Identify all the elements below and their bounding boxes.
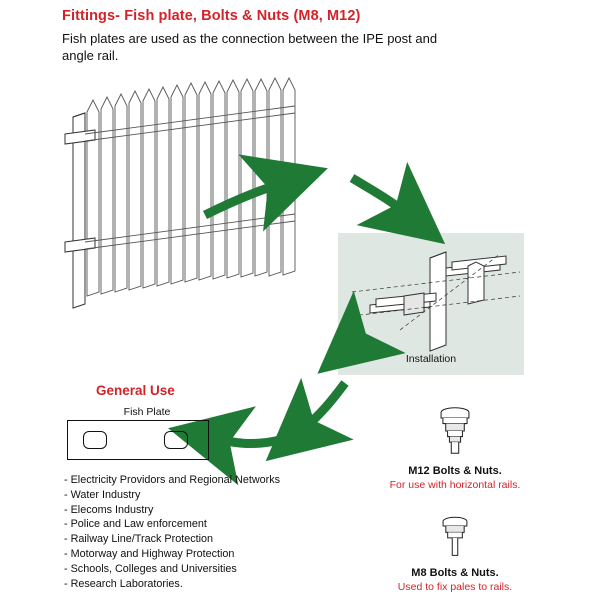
fish-plate-label: Fish Plate: [123, 406, 171, 418]
arrow-fence-to-install-b: [352, 178, 410, 216]
bolt-name: M12 Bolts & Nuts.: [408, 465, 502, 477]
bolt-block-m12: [360, 405, 550, 491]
installation-caption: Installation: [405, 353, 457, 365]
bolt-note: Used to fix pales to rails.: [397, 581, 513, 593]
list-item: - Railway Line/Track Protection: [64, 533, 214, 546]
list-item: - Elecoms Industry: [64, 503, 154, 516]
uses-list: [64, 473, 280, 591]
arrow-install-to-fishplate-b: [212, 438, 280, 444]
bolt-note: For use with horizontal rails.: [389, 479, 521, 491]
page-subtitle: Fish plates are used as the connection between the IPE post and angle rail.: [62, 31, 438, 63]
fish-plate-hole-left: [83, 431, 107, 449]
list-item: - Police and Law enforcement: [64, 518, 207, 531]
arrow-install-to-fishplate-a: [300, 383, 345, 432]
m8-bolt-icon: [427, 515, 483, 559]
list-item: - Research Laboratories.: [64, 577, 183, 590]
fish-plate-illustration: [67, 420, 209, 460]
list-item: - Water Industry: [64, 488, 141, 501]
list-item: - Electricity Providors and Regional Networks: [64, 474, 281, 486]
fish-plate-hole-right: [164, 431, 188, 449]
bolt-name: M8 Bolts & Nuts.: [411, 567, 499, 579]
palisade-fence-illustration: [55, 72, 325, 312]
m12-bolt-icon: [425, 405, 485, 457]
general-use-heading: General Use: [96, 383, 175, 398]
bolt-block-m8: [360, 515, 550, 593]
page-title: Fittings- Fish plate, Bolts & Nuts (M8, M12): [62, 8, 361, 24]
list-item: - Motorway and Highway Protection: [64, 547, 235, 560]
list-item: - Schools, Colleges and Universities: [64, 562, 237, 575]
